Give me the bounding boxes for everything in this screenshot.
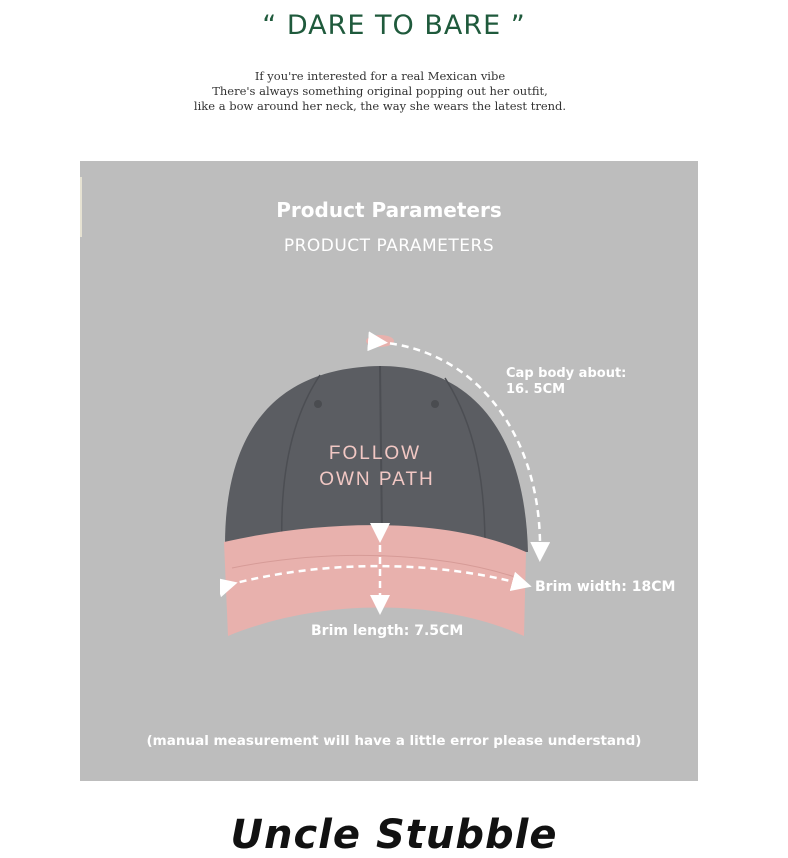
brim-length-label: Brim length: 7.5CM: [311, 623, 464, 639]
brim-width-label: Brim width: 18CM: [535, 579, 676, 595]
cap-body-label: Cap body about: 16. 5CM: [506, 366, 627, 397]
tagline: “ DARE TO BARE ”: [262, 10, 526, 41]
tagline-description: [0, 69, 760, 114]
embroidery-line-1: FOLLOW: [328, 443, 422, 464]
cap-brim: [224, 525, 526, 636]
description-line: If you're interested for a real Mexican vibe: [254, 69, 506, 83]
description-line: like a bow around her neck, the way she wears the latest trend.: [193, 99, 567, 113]
measurement-note: (manual measurement will have a little error please understand): [146, 733, 642, 749]
brand-title: Uncle Stubble: [230, 812, 558, 858]
embroidery-line-2: OWN PATH: [319, 469, 435, 490]
parameters-title: Product Parameters: [276, 198, 502, 222]
parameters-subtitle: PRODUCT PARAMETERS: [283, 236, 495, 256]
description-line: There's always something original popping out her outfit,: [212, 84, 548, 98]
